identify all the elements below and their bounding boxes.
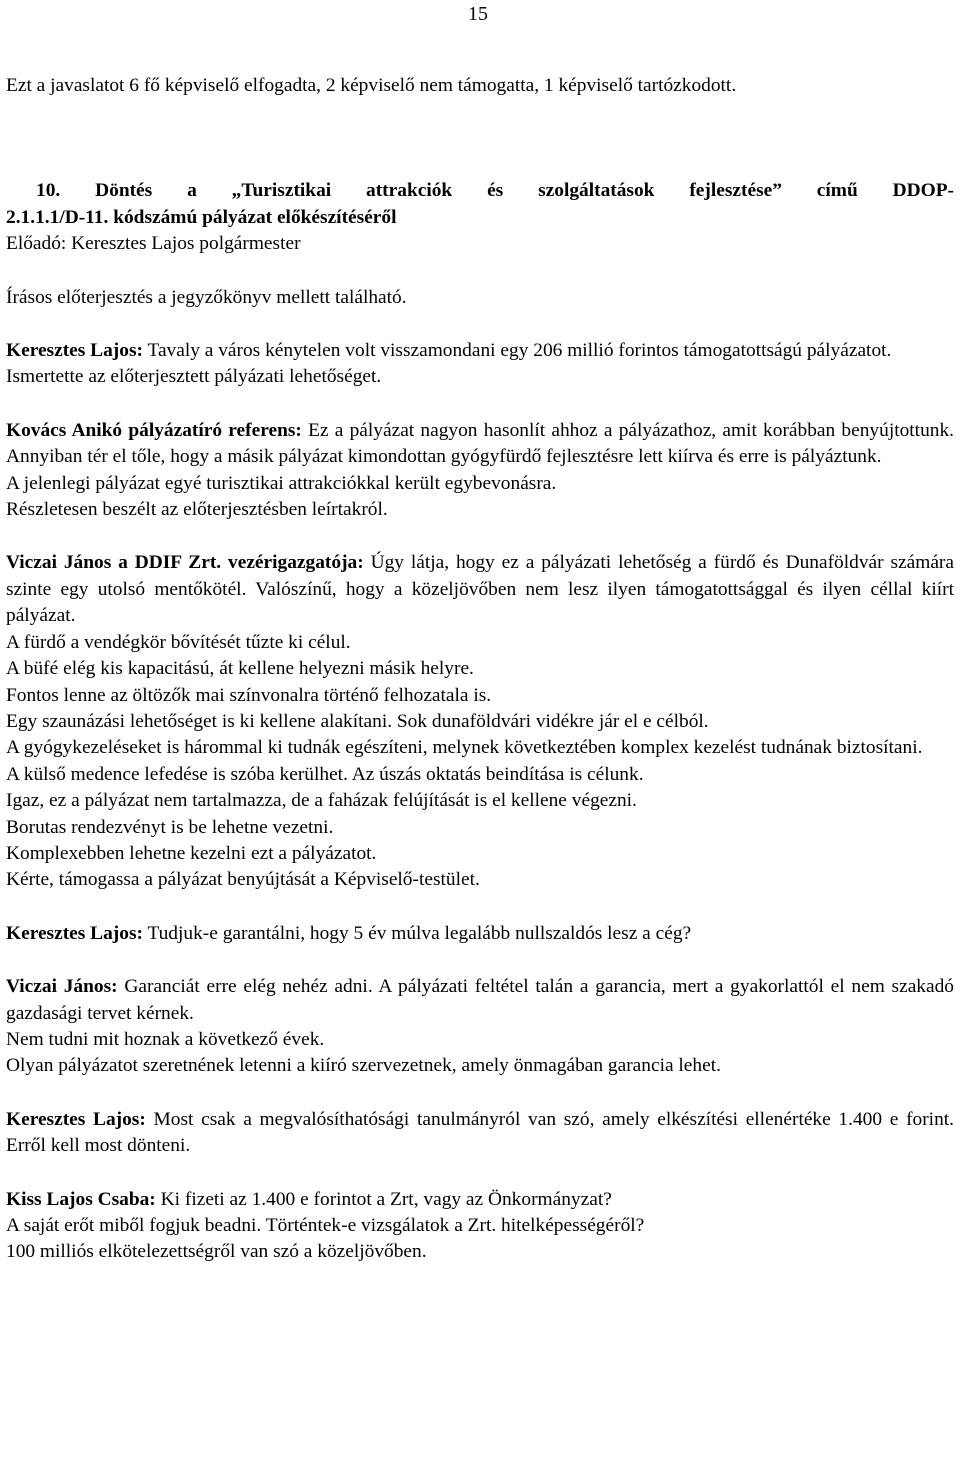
speech-line: A saját erőt miből fogjuk beadni. Történtek-e vizsgálatok a Zrt. hitelképességéről? [6,1215,645,1236]
speaker-name: Kiss Lajos Csaba: [6,1188,156,1210]
speech-paragraph [6,550,954,629]
attachment-note: Írásos előterjesztés a jegyzőkönyv mellett található. [6,286,407,308]
speech-block [6,550,954,893]
page-number: 15 [468,3,488,25]
speech-block [6,1187,954,1266]
vote-result-text: Ezt a javaslatot 6 fő képviselő elfogadta, 2 képviselő nem támogatta, 1 képviselő tartózkodott. [6,75,737,96]
speech-paragraph [6,974,954,1027]
speech-line: Olyan pályázatot szeretnének letenni a kiíró szervezetnek, amely önmagában garancia lehet. [6,1055,721,1077]
speech-paragraph [6,921,954,947]
agenda-title-line-2: 2.1.1.1/D-11. kódszámú pályázat előkészítéséről [6,206,397,228]
speech-line: 100 milliós elkötelezettségről van szó a közeljövőben. [6,1241,427,1263]
speech-block [6,974,954,1080]
speech-block [6,921,954,947]
speech-line: Fontos lenne az öltözők mai színvonalra történő felhozatala is. [6,684,492,706]
speech-line: A külső medence lefedése is szóba kerülhet. Az úszás oktatás beindítása is célunk. [6,763,644,785]
speech-line: A gyógykezeléseket is hárommal ki tudnák egészíteni, melynek következtében komplex kezelést tudnának biztosítani. [6,737,923,759]
agenda-title-line-1: 10. Döntés a „Turisztikai attrakciók és szolgáltatások fejlesztése” című DDOP- [36,180,954,202]
speech-paragraph [6,1187,954,1213]
speech-line: Igaz, ez a pályázat nem tartalmazza, de a faházak felújítását is el kellene végezni. [6,790,637,812]
speech-block [6,418,954,524]
speech-text: Tudjuk-e garantálni, hogy 5 év múlva legalább nullszaldós lesz a cég? [142,922,692,944]
speaker-name: Keresztes Lajos: [6,340,143,362]
speaker-name: Viczai János: [6,976,118,998]
speech-line: Egy szaunázási lehetőséget is ki kellene alakítani. Sok dunaföldvári vidékre jár el e célból. [6,710,709,732]
agenda-item [6,178,954,257]
agenda-presenter: Előadó: Keresztes Lajos polgármester [6,233,301,255]
speech-line: A jelenlegi pályázat egyé turisztikai attrakciókkal került egybevonásra. [6,472,557,494]
speech-text: Ez a pályázat nagyon hasonlít ahhoz a pályázathoz, amit korábban benyújtottunk. Annyiban tér el tőle, hogy a másik pályázat kimondottan gyógyfürdő fejlesztésre lett kiírva és erre is pályáztunk. [6,419,954,468]
speech-line: Borutas rendezvényt is be lehetne vezetni. [6,816,334,838]
speech-text: Most csak a megvalósíthatósági tanulmányról van szó, amely elkészítési ellenértéke 1.400 e forint. Erről kell most dönteni. [6,1108,955,1157]
speech-line: Nem tudni mit hoznak a következő évek. [6,1028,325,1050]
speaker-name: Kovács Anikó pályázatíró referens: [6,419,302,441]
speech-text: Tavaly a város kénytelen volt visszamondani egy 206 millió forintos támogatottságú pályázatot. [142,340,892,362]
speaker-name: Viczai János a DDIF Zrt. vezérigazgatója: [6,552,364,574]
speech-line: A büfé elég kis kapacitású, át kellene helyezni másik helyre. [6,658,474,680]
speech-paragraph [6,418,954,471]
speech-paragraph [6,1107,954,1160]
speech-line: A fürdő a vendégkör bővítését tűzte ki célul. [6,631,351,653]
speaker-name: Keresztes Lajos: [6,922,143,944]
speech-line: Ismertette az előterjesztett pályázati lehetőséget. [6,366,382,388]
page-content [6,73,954,1266]
speech-line: Komplexebben lehetne kezelni ezt a pályázatot. [6,842,377,864]
speech-block [6,1107,954,1160]
speech-line: Kérte, támogassa a pályázat benyújtását a Képviselő-testület. [6,869,480,891]
speech-block [6,338,954,391]
speech-paragraph [6,338,954,364]
speech-line: Részletesen beszélt az előterjesztésben leírtakról. [6,499,388,521]
speaker-name: Keresztes Lajos: [6,1108,146,1130]
speech-text: Úgy látja, hogy ez a pályázati lehetőség a fürdő és Dunaföldvár számára szinte egy utolsó mentőkötél. Valószínű, hogy a közeljövőben nem lesz ilyen támogatottsággal és ilyen céllal kiírt pályázat. [6,552,954,627]
speech-text: Ki fizeti az 1.400 e forintot a Zrt, vagy az Önkormányzat? [155,1188,612,1210]
speech-text: Garanciát erre elég nehéz adni. A pályázati feltétel talán a garancia, mert a gyakorlattól el nem szakadó gazdasági tervet kérnek. [6,976,955,1024]
